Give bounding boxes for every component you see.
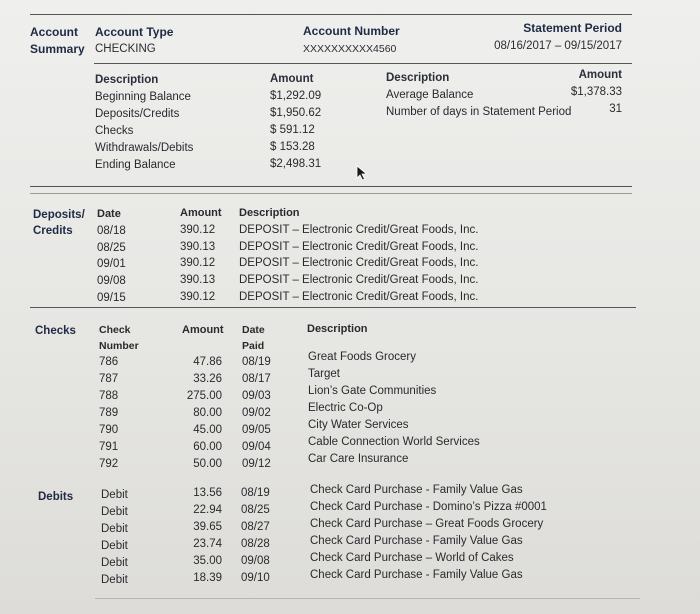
- account-type-value: CHECKING: [95, 43, 156, 55]
- check-description: Car Care Insurance: [308, 453, 409, 465]
- summary-row-label: Withdrawals/Debits: [95, 142, 194, 154]
- deposits-amount-header: Amount: [180, 207, 222, 219]
- check-number: 790: [99, 424, 119, 436]
- check-date: 09/02: [242, 407, 271, 419]
- deposits-date-header: Date: [97, 208, 121, 220]
- deposits-label-line1: Deposits/: [33, 209, 85, 221]
- checks-date-header-line2: Paid: [242, 340, 265, 352]
- top-rule: [30, 14, 632, 15]
- summary-right-amount-header: Amount: [578, 69, 622, 81]
- deposit-description: DEPOSIT – Electronic Credit/Great Foods, Inc.: [239, 290, 479, 303]
- deposit-amount: 390.13: [180, 274, 216, 287]
- deposit-amount: 390.12: [180, 257, 216, 270]
- debit-amount: 13.56: [193, 487, 222, 499]
- check-amount: 47.86: [193, 356, 222, 368]
- check-date: 08/17: [242, 373, 271, 385]
- debit-description: Check Card Purchase - Family Value Gas: [310, 484, 523, 496]
- deposit-description: DEPOSIT – Electronic Credit/Great Foods, Inc.: [239, 274, 479, 287]
- account-type-label: Account Type: [95, 25, 174, 39]
- checks-date-column: [242, 322, 271, 473]
- check-description: Electric Co-Op: [308, 402, 383, 414]
- debit-description: Check Card Purchase - Family Value Gas: [310, 569, 523, 581]
- debits-type-column: [101, 487, 128, 589]
- summary-right-description-column: [386, 70, 571, 121]
- deposits-section-label: [33, 207, 85, 239]
- check-number: 791: [99, 441, 119, 453]
- debit-date: 08/25: [241, 504, 270, 516]
- debit-amount: 23.74: [193, 538, 222, 550]
- check-number: 788: [99, 390, 119, 402]
- check-date: 08/19: [242, 356, 271, 368]
- summary-row-amount: $2,498.31: [270, 158, 322, 170]
- debit-type: Debit: [101, 523, 128, 535]
- summary-row-label: Beginning Balance: [95, 91, 191, 103]
- check-number: 792: [99, 458, 119, 470]
- summary-row-label: Deposits/Credits: [95, 108, 180, 120]
- debit-description: Check Card Purchase - Domino’s Pizza #0001: [310, 501, 547, 513]
- deposits-description-header: Description: [239, 207, 300, 219]
- debit-date: 08/27: [241, 521, 270, 533]
- check-description: Target: [308, 368, 340, 380]
- bottom-rule: [95, 598, 640, 599]
- summary-description-column: [95, 72, 193, 174]
- checks-amount-header: Amount: [182, 324, 224, 336]
- debit-type: Debit: [101, 540, 128, 552]
- check-date: 09/03: [242, 390, 271, 402]
- check-description: City Water Services: [308, 419, 409, 431]
- checks-description-column: [308, 349, 480, 468]
- mouse-pointer-icon: [356, 165, 368, 181]
- debit-type: Debit: [101, 557, 128, 569]
- header-rule: [94, 63, 632, 64]
- account-type: [95, 24, 173, 58]
- deposit-amount: 390.12: [180, 223, 216, 236]
- deposits-rule: [30, 307, 636, 308]
- deposits-amount-column: [180, 205, 222, 306]
- account-number-label: Account Number: [303, 24, 400, 38]
- debit-amount: 35.00: [193, 555, 222, 567]
- summary-row-amount: $1,292.09: [270, 90, 322, 102]
- summary-description-header: Description: [95, 74, 159, 86]
- statement-period-label: Statement Period: [523, 21, 622, 35]
- section-label-line2: Summary: [30, 42, 85, 56]
- account-summary-label: [30, 24, 85, 58]
- debit-description: Check Card Purchase - Family Value Gas: [310, 535, 523, 547]
- checks-number-header-line1: Check: [99, 324, 131, 336]
- check-number: 789: [99, 407, 119, 419]
- debit-amount: 18.39: [193, 572, 222, 584]
- check-amount: 275.00: [186, 390, 222, 402]
- check-date: 09/05: [242, 424, 271, 436]
- deposit-amount: 390.12: [180, 290, 216, 303]
- account-number-value: XXXXXXXXXX4560: [303, 43, 397, 55]
- checks-description-header: Description: [307, 323, 368, 335]
- days-in-period-label: Number of days in Statement Period: [386, 106, 572, 118]
- deposit-date: 08/18: [97, 224, 126, 237]
- deposits-label-line2: Credits: [33, 225, 73, 237]
- deposits-date-column: [97, 206, 126, 307]
- debits-section-label: Debits: [38, 491, 74, 503]
- summary-rule: [30, 186, 632, 187]
- average-balance-value: $1,378.33: [570, 86, 622, 98]
- summary-row-amount: $ 591.12: [270, 124, 315, 136]
- debit-date: 09/08: [241, 555, 270, 567]
- section-label-line1: Account: [30, 25, 78, 39]
- check-number: 787: [99, 373, 119, 385]
- debit-type: Debit: [101, 574, 128, 586]
- checks-section-label: Checks: [35, 325, 76, 337]
- checks-date-header-line1: Date: [242, 324, 265, 336]
- check-description: Great Foods Grocery: [308, 351, 417, 363]
- checks-number-header-line2: Number: [99, 340, 139, 352]
- summary-right-description-header: Description: [386, 72, 450, 84]
- debit-date: 09/10: [241, 572, 270, 584]
- deposit-date: 09/08: [97, 275, 126, 288]
- debits-date-column: [241, 485, 270, 587]
- check-amount: 45.00: [193, 424, 222, 436]
- check-amount: 80.00: [193, 407, 222, 419]
- summary-amount-header: Amount: [270, 73, 314, 85]
- summary-row-amount: $ 153.28: [270, 141, 315, 153]
- check-description: Cable Connection World Services: [308, 436, 480, 448]
- summary-amount-column: [270, 71, 321, 173]
- statement-period: [494, 19, 622, 55]
- summary-right-amount-column: [571, 67, 622, 118]
- check-amount: 33.26: [193, 373, 222, 385]
- checks-number-column: [99, 322, 139, 473]
- debit-date: 08/28: [241, 538, 270, 550]
- check-amount: 60.00: [193, 441, 222, 453]
- checks-amount-column: [180, 354, 222, 473]
- average-balance-label: Average Balance: [386, 89, 474, 101]
- debit-description: Check Card Purchase – World of Cakes: [310, 552, 514, 564]
- debits-amount-column: [180, 485, 222, 587]
- deposit-description: DEPOSIT – Electronic Credit/Great Foods, Inc.: [239, 223, 479, 236]
- summary-row-amount: $1,950.62: [270, 107, 322, 119]
- check-number: 786: [99, 356, 119, 368]
- debit-type: Debit: [101, 506, 128, 518]
- summary-rule-shadow: [30, 193, 632, 194]
- deposits-description-column: [239, 205, 478, 306]
- statement-period-value: 08/16/2017 – 09/15/2017: [494, 40, 622, 52]
- summary-row-label: Ending Balance: [95, 159, 176, 171]
- debit-type: Debit: [101, 489, 128, 501]
- days-in-period-value: 31: [609, 103, 622, 115]
- debit-description: Check Card Purchase – Great Foods Grocery: [310, 518, 544, 530]
- debits-description-column: [310, 482, 547, 584]
- check-description: Lion’s Gate Communities: [308, 385, 437, 397]
- account-number: [303, 22, 400, 58]
- check-date: 09/04: [242, 441, 271, 453]
- debit-date: 08/19: [241, 487, 270, 499]
- summary-row-label: Checks: [95, 125, 134, 137]
- check-amount: 50.00: [193, 458, 222, 470]
- debit-amount: 22.94: [193, 504, 222, 516]
- deposit-date: 08/25: [97, 241, 126, 254]
- deposit-description: DEPOSIT – Electronic Credit/Great Foods, Inc.: [239, 240, 479, 253]
- deposit-date: 09/15: [97, 291, 126, 304]
- check-date: 09/12: [242, 458, 271, 470]
- deposit-description: DEPOSIT – Electronic Credit/Great Foods, Inc.: [239, 257, 479, 270]
- deposit-amount: 390.13: [180, 240, 216, 253]
- deposit-date: 09/01: [97, 258, 126, 271]
- debit-amount: 39.65: [193, 521, 222, 533]
